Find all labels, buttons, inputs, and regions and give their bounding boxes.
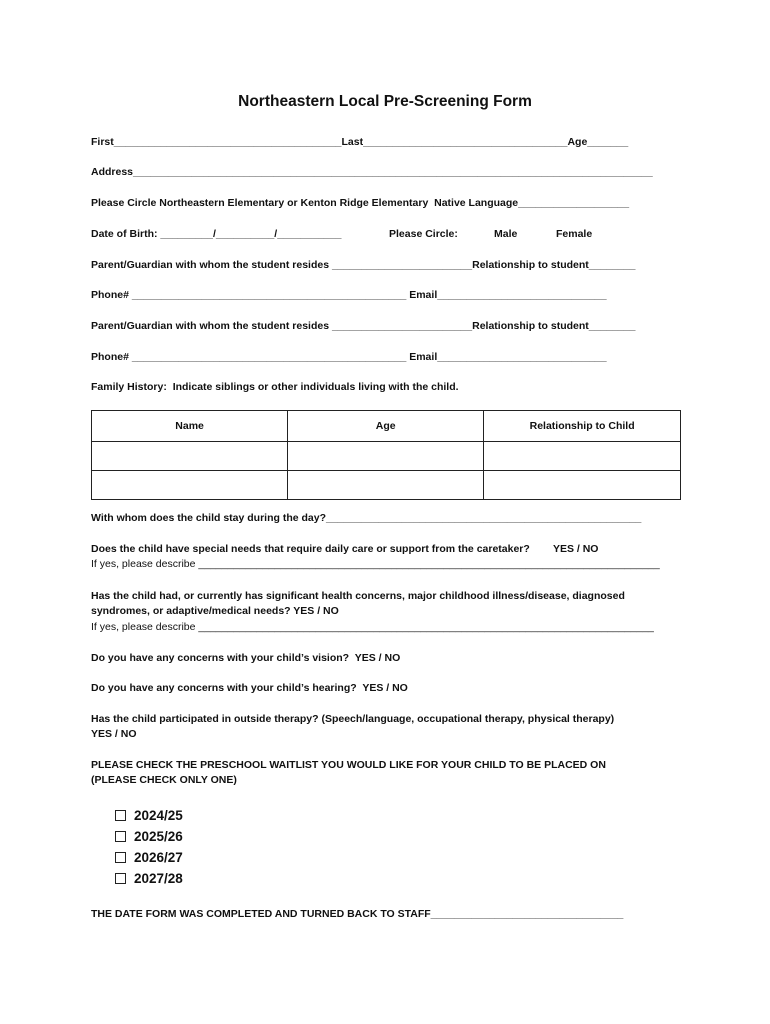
therapy-question-line-1: Has the child participated in outside therapy? (Speech/language, occupational therapy, physical therapy) bbox=[91, 713, 615, 725]
guardian-2-line[interactable]: Parent/Guardian with whom the student resides ________________________Relationship to student________ bbox=[91, 320, 636, 332]
circle-label: Please Circle: bbox=[389, 228, 458, 240]
waitlist-instruction-line-1: PLEASE CHECK THE PRESCHOOL WAITLIST YOU WOULD LIKE FOR YOUR CHILD TO BE PLACED ON bbox=[91, 759, 606, 771]
table-cell[interactable] bbox=[92, 442, 288, 471]
checkbox-icon[interactable] bbox=[115, 810, 126, 821]
waitlist-instruction-line-2: (PLEASE CHECK ONLY ONE) bbox=[91, 774, 237, 786]
female-option[interactable]: Female bbox=[556, 228, 593, 240]
waitlist-year-label: 2024/25 bbox=[134, 807, 183, 823]
checkbox-icon[interactable] bbox=[115, 831, 126, 842]
waitlist-option-2027[interactable] bbox=[115, 869, 183, 887]
waitlist-option-2025[interactable] bbox=[115, 827, 183, 845]
hearing-question[interactable]: Do you have any concerns with your child’s hearing? YES / NO bbox=[91, 682, 408, 694]
waitlist-option-2026[interactable] bbox=[115, 848, 183, 866]
health-describe-line[interactable]: If yes, please describe ______________________________________________________________________________ bbox=[91, 621, 654, 633]
guardian-1-line[interactable]: Parent/Guardian with whom the student resides ________________________Relationship to student________ bbox=[91, 259, 636, 271]
health-question-line-2[interactable]: syndromes, or adaptive/medical needs? YES / NO bbox=[91, 605, 339, 617]
special-needs-describe-line[interactable]: If yes, please describe _______________________________________________________________________________ bbox=[91, 558, 660, 570]
waitlist-year-label: 2025/26 bbox=[134, 828, 183, 844]
family-history-table bbox=[91, 410, 681, 500]
stay-day-line[interactable]: With whom does the child stay during the day?______________________________________________________ bbox=[91, 512, 642, 524]
vision-question[interactable]: Do you have any concerns with your child’s vision? YES / NO bbox=[91, 652, 401, 664]
phone-email-2-line[interactable]: Phone# _______________________________________________ Email_____________________________ bbox=[91, 351, 607, 363]
column-header-name: Name bbox=[92, 411, 288, 442]
waitlist-year-label: 2026/27 bbox=[134, 849, 183, 865]
table-row bbox=[92, 442, 681, 471]
table-cell[interactable] bbox=[484, 442, 681, 471]
name-age-line[interactable]: First_______________________________________Last___________________________________Age_______ bbox=[91, 136, 629, 148]
checkbox-icon[interactable] bbox=[115, 873, 126, 884]
waitlist-year-label: 2027/28 bbox=[134, 870, 183, 886]
address-line[interactable]: Address_________________________________________________________________________________________ bbox=[91, 166, 653, 178]
health-question-line-1: Has the child had, or currently has significant health concerns, major childhood illness/disease, diagnosed bbox=[91, 590, 625, 602]
therapy-question-line-2[interactable]: YES / NO bbox=[91, 728, 137, 740]
date-completed-line[interactable]: THE DATE FORM WAS COMPLETED AND TURNED BACK TO STAFF_________________________________ bbox=[91, 908, 624, 920]
waitlist-option-2024[interactable] bbox=[115, 806, 183, 824]
phone-email-1-line[interactable]: Phone# _______________________________________________ Email_____________________________ bbox=[91, 289, 607, 301]
table-header-row bbox=[92, 411, 681, 442]
column-header-age: Age bbox=[288, 411, 484, 442]
page-title: Northeastern Local Pre-Screening Form bbox=[238, 93, 532, 110]
checkbox-icon[interactable] bbox=[115, 852, 126, 863]
family-history-label: Family History: Indicate siblings or other individuals living with the child. bbox=[91, 381, 459, 393]
column-header-relationship: Relationship to Child bbox=[484, 411, 681, 442]
table-row bbox=[92, 471, 681, 500]
table-cell[interactable] bbox=[288, 442, 484, 471]
school-language-line[interactable]: Please Circle Northeastern Elementary or Kenton Ridge Elementary Native Language___________________ bbox=[91, 197, 630, 209]
table-cell[interactable] bbox=[288, 471, 484, 500]
dob-line[interactable]: Date of Birth: _________/__________/___________ bbox=[91, 228, 342, 240]
special-needs-question[interactable]: Does the child have special needs that require daily care or support from the caretaker? YES / NO bbox=[91, 543, 599, 555]
table-cell[interactable] bbox=[92, 471, 288, 500]
male-option[interactable]: Male bbox=[494, 228, 518, 240]
table-cell[interactable] bbox=[484, 471, 681, 500]
